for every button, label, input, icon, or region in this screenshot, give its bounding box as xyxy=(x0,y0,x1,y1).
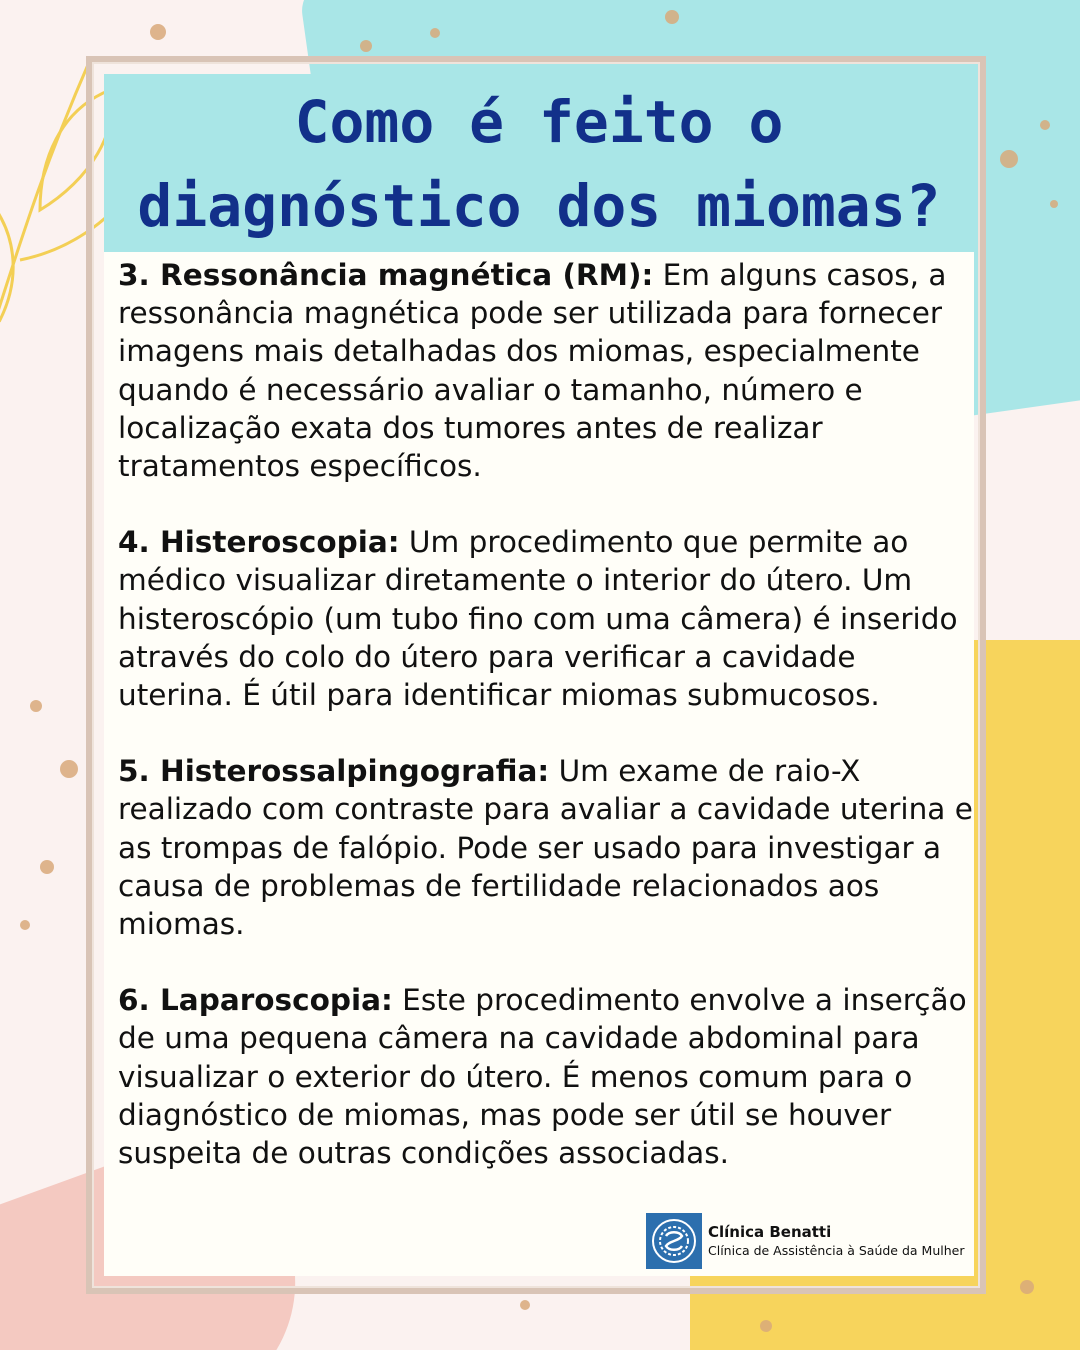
item-heading: 3. Ressonância magnética (RM): xyxy=(118,258,654,292)
title-line-2: diagnóstico dos miomas? xyxy=(137,172,941,240)
list-item-laparoscopia xyxy=(118,981,974,1172)
page-title xyxy=(104,80,974,248)
title-line-1: Como é feito o xyxy=(294,88,784,156)
item-heading: 6. Laparoscopia: xyxy=(118,983,393,1018)
content-panel xyxy=(104,74,974,1276)
diagnosis-list xyxy=(118,256,974,1210)
clinic-subtitle: Clínica de Assistência à Saúde da Mulher xyxy=(708,1243,965,1258)
item-heading: 5. Histerossalpingografia: xyxy=(118,754,550,789)
list-item-ressonancia xyxy=(118,256,974,485)
list-item-histerossalpingografia xyxy=(118,752,974,943)
item-heading: 4. Histeroscopia: xyxy=(118,525,400,560)
item-text: Um exame de raio-X realizado com contraste para avaliar a cavidade uterina e as trompas de falópio. Pode ser usado para investigar a causa de problemas de fertilidade relacionados aos miomas. xyxy=(118,754,973,942)
clinic-name: Clínica Benatti xyxy=(708,1223,832,1241)
item-text: Em alguns casos, a ressonância magnética pode ser utilizada para fornecer imagens mais detalhadas dos miomas, especialmente quando é necessário avaliar o tamanho, número e localização exata dos tumores antes de realizar tratamentos específicos. xyxy=(118,258,947,484)
list-item-histeroscopia xyxy=(118,523,974,714)
item-text: Este procedimento envolve a inserção de uma pequena câmera na cavidade abdominal para visualizar o exterior do útero. É menos comum para o diagnóstico de miomas, mas pode ser útil se houver suspeita de outras condições associadas. xyxy=(118,983,967,1171)
clinic-emblem-icon xyxy=(646,1213,702,1269)
clinic-logo xyxy=(646,1212,964,1270)
item-text: Um procedimento que permite ao médico visualizar diretamente o interior do útero. Um histeroscópio (um tubo fino com uma câmera) é inserido através do colo do útero para verificar a cavidade uterina. É útil para identificar miomas submucosos. xyxy=(118,525,958,713)
